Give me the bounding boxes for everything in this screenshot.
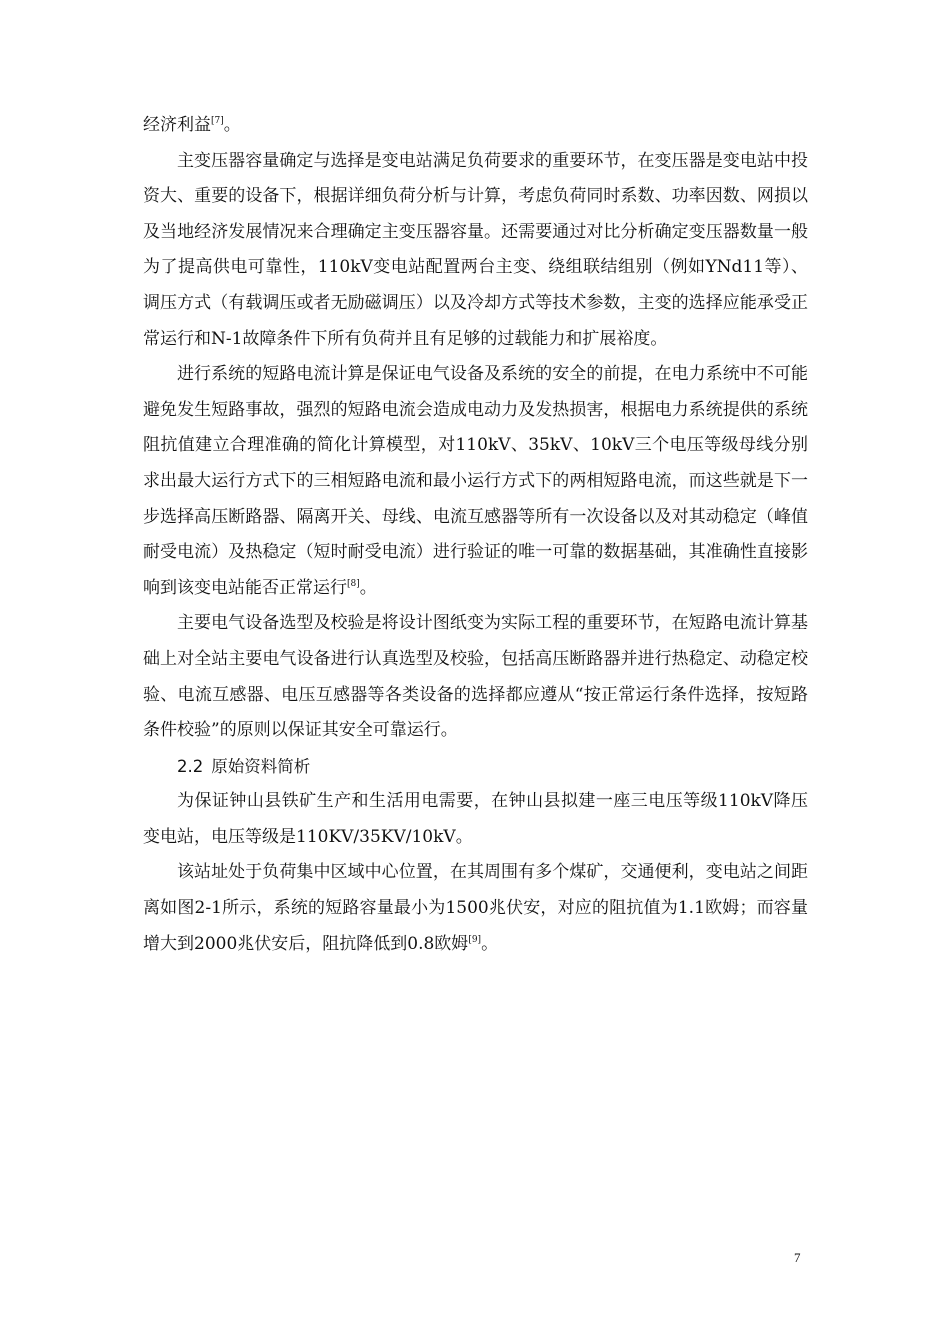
document-body [143, 108, 808, 962]
section-heading [143, 749, 808, 785]
paragraph-continuation: 经济利益[7]。 [143, 115, 241, 135]
citation-ref: [9] [468, 934, 482, 945]
paragraph-site: 该站址处于负荷集中区域中心位置，在其周围有多个煤矿，交通便利，变电站之间距离如图2-1所示，系统的短路容量最小为1500兆伏安，对应的阻抗值为1.1欧姆；而容量增大到2000兆伏安后，阻抗降低到0.8欧姆[9]。 [143, 862, 808, 954]
paragraph-short-circuit: 进行系统的短路电流计算是保证电气设备及系统的安全的前提，在电力系统中不可能避免发生短路事故，强烈的短路电流会造成电动力及发热损害，根据电力系统提供的系统阻抗值建立合理准确的简化计算模型，对110kV、35kV、10kV三个电压等级母线分别求出最大运行方式下的三相短路电流和最小运行方式下的两相短路电流，而这些就是下一步选择高压断路器、隔离开关、母线、电流互感器等所有一次设备以及对其动稳定（峰值耐受电流）及热稳定（短时耐受电流）进行验证的唯一可靠的数据基础，其准确性直接影响到该变电站能否正常运行[8]。 [143, 364, 808, 598]
section-title: 原始资料简析 [211, 756, 311, 776]
citation-ref: [8] [347, 578, 360, 589]
citation-ref: [7] [211, 116, 224, 126]
page-number: 7 [794, 1250, 801, 1265]
paragraph-main-transformer: 主变压器容量确定与选择是变电站满足负荷要求的重要环节，在变压器是变电站中投资大、重要的设备下，根据详细负荷分析与计算，考虑负荷同时系数、功率因数、网损以及当地经济发展情况来合理确定主变压器容量。还需要通过对比分析确定变压器数量一般为了提高供电可靠性，110kV变电站配置两台主变、绕组联结组别（例如YNd11等）、调压方式（有载调压或者无励磁调压）以及冷却方式等技术参数，主变的选择应能承受正常运行和N-1故障条件下所有负荷并且有足够的过载能力和扩展裕度。 [143, 150, 808, 349]
paragraph-purpose: 为保证钟山县铁矿生产和生活用电需要，在钟山县拟建一座三电压等级110kV降压变电站，电压等级是110KV/35KV/10kV。 [143, 791, 808, 847]
paragraph-equipment-selection: 主要电气设备选型及校验是将设计图纸变为实际工程的重要环节，在短路电流计算基础上对全站主要电气设备进行认真选型及校验，包括高压断路器并进行热稳定、动稳定校验、电流互感器、电压互感器等各类设备的选择都应遵从“按正常运行条件选择，按短路条件校验”的原则以保证其安全可靠运行。 [143, 613, 808, 741]
section-number: 2.2 [177, 756, 204, 776]
